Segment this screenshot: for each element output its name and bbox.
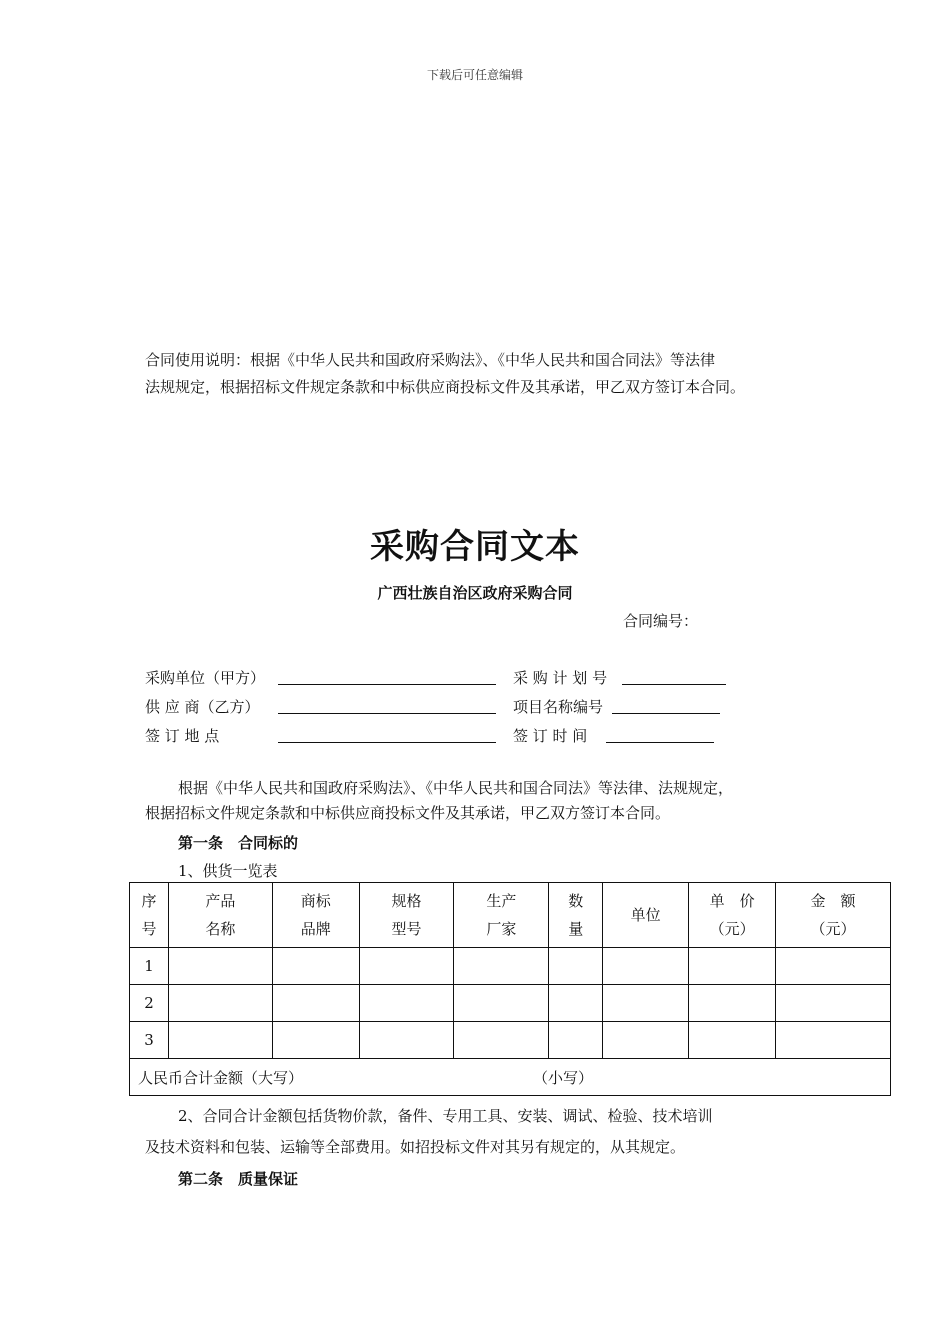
item2-line1: 2、合同合计金额包括货物价款，备件、专用工具、安装、调试、检验、技术培训: [178, 1107, 713, 1125]
header-note: 下载后可任意编辑: [426, 68, 523, 82]
cell-input[interactable]: [603, 948, 689, 985]
cell-input[interactable]: [272, 1022, 359, 1059]
cell-input[interactable]: [454, 985, 549, 1022]
col-header-unit-price: 单 价 （元）: [689, 883, 776, 948]
row-number: 1: [130, 948, 169, 985]
col-header-maker: 生产 厂家: [454, 883, 549, 948]
cell-input[interactable]: [168, 948, 272, 985]
supplier-line: [278, 713, 496, 714]
article2-heading: 第二条 质量保证: [178, 1170, 299, 1188]
cell-input[interactable]: [549, 1022, 603, 1059]
intro-line1: 根据《中华人民共和国政府采购法》、《中华人民共和国合同法》等法律、法规规定，: [178, 779, 734, 797]
place-label: 签 订 地 点: [145, 727, 220, 745]
supply-table: [129, 882, 891, 1096]
cell-input[interactable]: [359, 948, 454, 985]
cell-input[interactable]: [776, 985, 891, 1022]
col-header-unit: 单位: [603, 883, 689, 948]
cell-input[interactable]: [776, 1022, 891, 1059]
table-row: [130, 948, 891, 985]
col-header-qty: 数 量: [549, 883, 603, 948]
cell-input[interactable]: [168, 985, 272, 1022]
date-label: 签 订 时 间: [513, 727, 588, 745]
page-title: 采购合同文本: [370, 527, 580, 567]
cell-input[interactable]: [168, 1022, 272, 1059]
row-number: 3: [130, 1022, 169, 1059]
place-line: [278, 742, 496, 743]
buyer-label: 采购单位（甲方）: [145, 669, 266, 687]
project-no-line: [612, 713, 720, 714]
article1-sub1: 1、供货一览表: [178, 862, 278, 880]
plan-no-label: 采 购 计 划 号: [513, 669, 608, 687]
plan-no-line: [622, 684, 726, 685]
cell-input[interactable]: [549, 985, 603, 1022]
page-subtitle: 广西壮族自治区政府采购合同: [377, 584, 573, 602]
col-header-product: 产品 名称: [168, 883, 272, 948]
col-header-spec: 规格 型号: [359, 883, 454, 948]
buyer-line: [278, 684, 496, 685]
row-number: 2: [130, 985, 169, 1022]
cell-input[interactable]: [272, 948, 359, 985]
col-header-index: 序 号: [130, 883, 169, 948]
cell-input[interactable]: [603, 1022, 689, 1059]
project-no-label: 项目名称编号: [513, 698, 604, 716]
table-row: [130, 985, 891, 1022]
date-line: [606, 742, 714, 743]
cell-input[interactable]: [689, 1022, 776, 1059]
item2-line2: 及技术资料和包装、运输等全部费用。如招投标文件对其另有规定的，从其规定。: [145, 1138, 686, 1156]
total-cell: [130, 1059, 891, 1096]
table-header-row: [130, 883, 891, 948]
cell-input[interactable]: [549, 948, 603, 985]
article1-heading: 第一条 合同标的: [178, 834, 299, 852]
intro-line2: 根据招标文件规定条款和中标供应商投标文件及其承诺，甲乙双方签订本合同。: [145, 804, 671, 822]
total-label: 人民币合计金额（大写）: [138, 1068, 304, 1087]
cell-input[interactable]: [454, 1022, 549, 1059]
supplier-label: 供 应 商（乙方）: [145, 698, 260, 716]
cell-input[interactable]: [359, 1022, 454, 1059]
cell-input[interactable]: [689, 985, 776, 1022]
cell-input[interactable]: [359, 985, 454, 1022]
cell-input[interactable]: [603, 985, 689, 1022]
col-header-amount: 金 额 （元）: [776, 883, 891, 948]
table-total-row: [130, 1059, 891, 1096]
usage-note-line1: 合同使用说明：根据《中华人民共和国政府采购法》、《中华人民共和国合同法》等法律: [145, 351, 716, 369]
col-header-brand: 商标 品牌: [272, 883, 359, 948]
cell-input[interactable]: [776, 948, 891, 985]
contract-no-label: 合同编号：: [623, 612, 699, 630]
cell-input[interactable]: [454, 948, 549, 985]
cell-input[interactable]: [272, 985, 359, 1022]
cell-input[interactable]: [689, 948, 776, 985]
table-row: [130, 1022, 891, 1059]
usage-note-line2: 法规规定，根据招标文件规定条款和中标供应商投标文件及其承诺，甲乙双方签订本合同。: [145, 378, 746, 396]
total-small-label: （小写）: [533, 1068, 594, 1087]
